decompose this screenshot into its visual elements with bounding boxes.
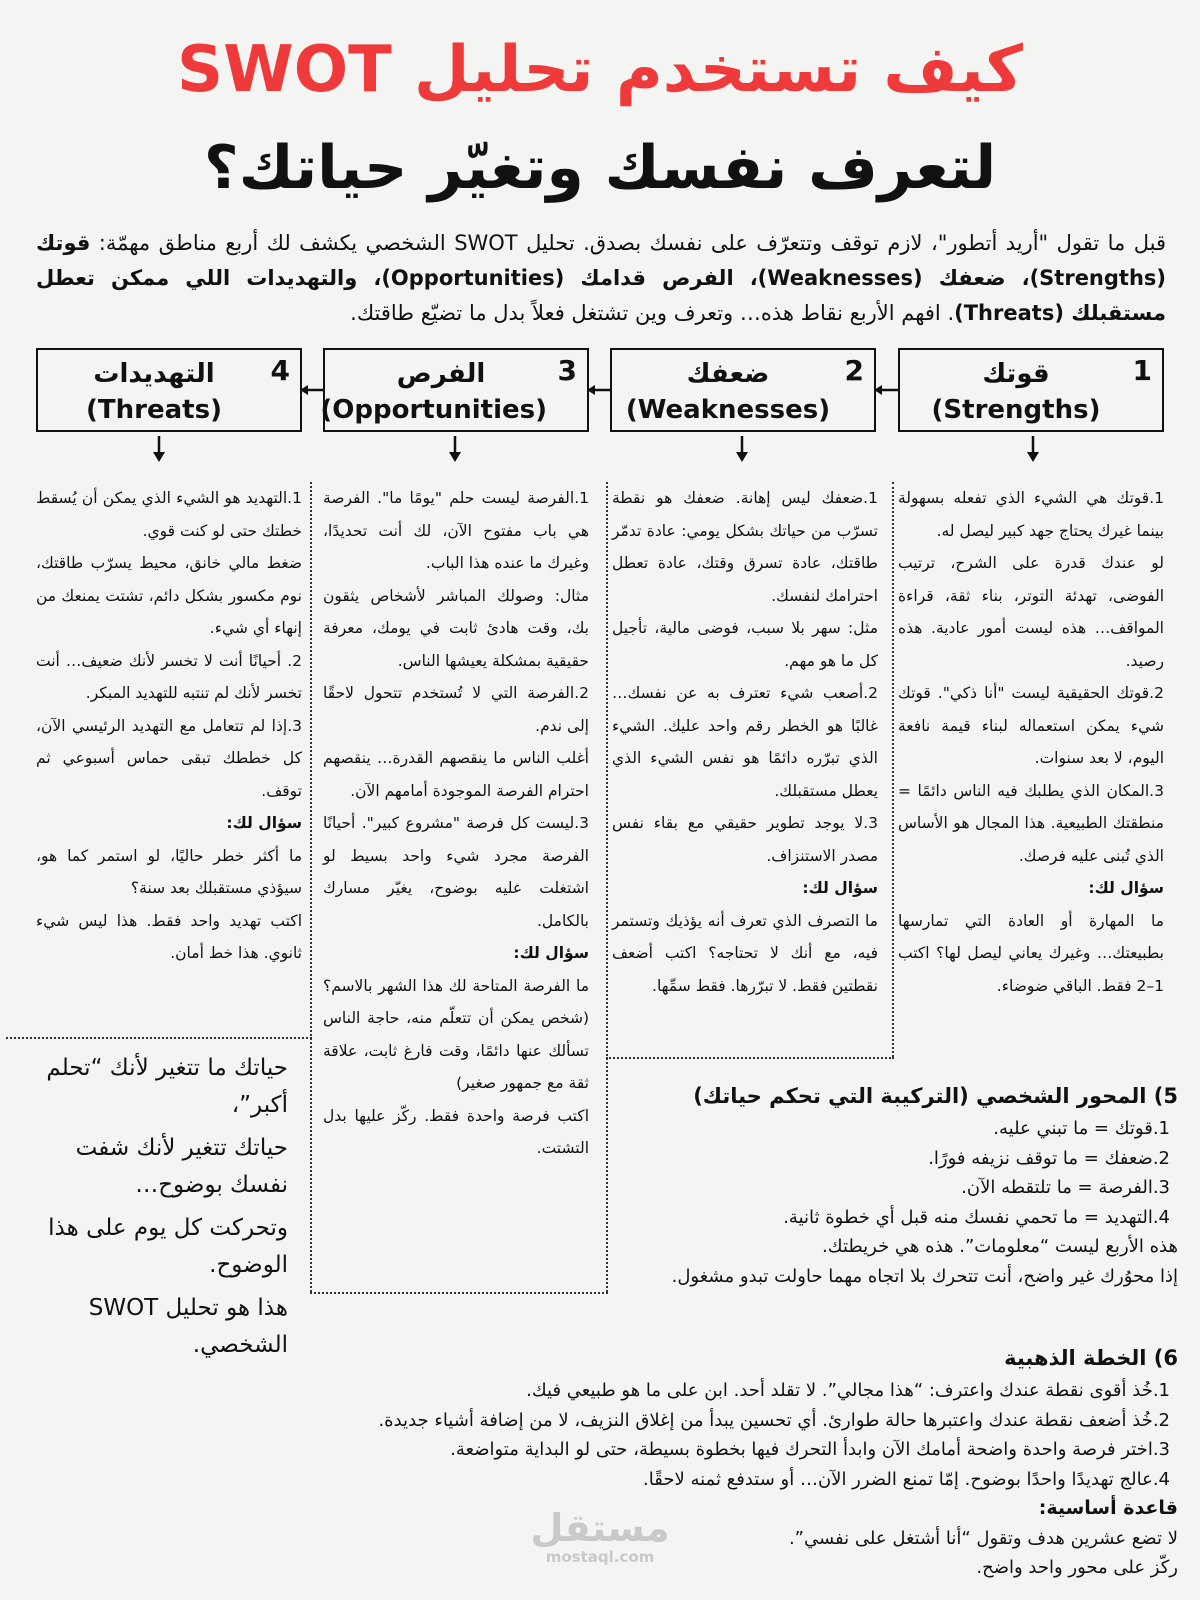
section-line: 2.خُذ أضعف نقطة عندك واعتبرها حالة طوارئ. أي تحسين يبدأ من إغلاق النزيف، لا من إضافة أشياء جديدة.: [378, 1409, 1170, 1431]
closing-quote: [26, 1050, 288, 1370]
divider: [310, 482, 312, 1292]
column-paragraph: اكتب تهديد واحد فقط. هذا ليس شيء ثانوي. هذا خط أمان.: [36, 911, 302, 962]
intro-bold: قوتك (Strengths)، ضعفك (Weaknesses)، الفرص قدامك (Opportunities)، والتهديدات اللي ممكن تعطل مستقبلك (Threats): [36, 231, 1167, 325]
section-line: إذا محوُرك غير واضح، أنت تتحرك بلا اتجاه مهما حاولت تبدو مشغول.: [671, 1265, 1178, 1287]
column-paragraph: 1.التهديد هو الشيء الذي يمكن أن يُسقط خطتك حتى لو كنت قوي.: [36, 489, 302, 540]
divider: [606, 482, 608, 1292]
column-paragraph: ما التصرف الذي تعرف أنه يؤذيك وتستمر فيه، مع أنك لا تحتاجه؟ اكتب أضعف نقطتين فقط. لا تبرّرها. فقط سمِّها.: [612, 911, 878, 995]
section-line: 4.التهديد = ما تحمي نفسك منه قبل أي خطوة ثانية.: [783, 1206, 1170, 1228]
page-title: كيف تستخدم تحليل SWOT: [177, 33, 1023, 107]
box-number: 4: [270, 354, 290, 387]
watermark-url: mostaql.com: [545, 1548, 655, 1566]
column-threats: [36, 482, 302, 970]
box-title: قوتك: [982, 359, 1050, 389]
arrow-down-icon: [447, 436, 463, 462]
box-subtitle: (Opportunities): [320, 395, 547, 425]
section-personal-axis: [633, 1080, 1178, 1291]
question-heading: سؤال لك:: [802, 879, 878, 897]
arrow-down-icon: [1025, 436, 1041, 462]
column-paragraph: اكتب فرصة واحدة فقط. ركّز عليها بدل التشتت.: [323, 1106, 589, 1157]
intro-text-2: . افهم الأربع نقاط هذه… وتعرف وين تشتغل فعلاً بدل ما تضيّع طاقتك.: [350, 301, 955, 325]
box-subtitle: (Weaknesses): [625, 395, 831, 425]
section-line: 2.ضعفك = ما توقف نزيفه فورًا.: [928, 1147, 1170, 1169]
quote-line: حياتك تتغير لأنك شفت نفسك بوضوح…: [75, 1135, 288, 1198]
box-number: 2: [844, 354, 864, 387]
column-paragraph: مثال: وصولك المباشر لأشخاص يثقون بك، وقت هادئ ثابت في يومك، معرفة حقيقية بمشكلة يعيشها الناس.: [323, 586, 589, 670]
column-paragraph: 2. أحيانًا أنت لا تخسر لأنك ضعيف… أنت تخسر لأنك لم تنتبه للتهديد المبكر.: [36, 651, 302, 702]
rule-line: لا تضع عشرين هدف وتقول “أنا أشتغل على نفسي”.: [788, 1527, 1178, 1549]
column-paragraph: ما الفرصة المتاحة لك هذا الشهر بالاسم؟ (شخص يمكن أن تتعلّم منه، حاجة الناس تسألك عنها دائمًا، وقت فارغ ثابت، علاقة ثقة مع جمهور صغير): [323, 976, 589, 1092]
box-strengths: [898, 348, 1164, 432]
section-line: 1.خُذ أقوى نقطة عندك واعترف: “هذا مجالي”. لا تقلد أحد. ابن على ما هو طبيعي فيك.: [526, 1380, 1170, 1401]
column-paragraph: 3.المكان الذي يطلبك فيه الناس دائمًا = منطقتك الطبيعية. هذا المجال هو الأساس الذي تُبنى عليه فرصك.: [898, 781, 1164, 865]
column-paragraph: 3.ليست كل فرصة "مشروع كبير". أحيانًا الفرصة مجرد شيء واحد بسيط لو اشتغلت عليه بوضوح، يغيّر مسارك بالكامل.: [323, 814, 589, 930]
page-subtitle: لتعرف نفسك وتغيّر حياتك؟: [203, 133, 997, 203]
column-weaknesses: [612, 482, 878, 1002]
box-weaknesses: [610, 348, 876, 432]
arrow-left-icon: [300, 384, 324, 396]
box-subtitle: (Threats): [86, 395, 222, 425]
column-paragraph: مثل: سهر بلا سبب، فوضى مالية، تأجيل كل ما هو مهم.: [612, 619, 878, 670]
column-paragraph: 1.الفرصة ليست حلم "يومًا ما". الفرصة هي باب مفتوح الآن، لك أنت تحديدًا، وغيرك ما عنده هذا الباب.: [323, 489, 589, 572]
box-title: ضعفك: [686, 359, 770, 389]
column-paragraph: 3.إذا لم تتعامل مع التهديد الرئيسي الآن، كل خططك تبقى حماس أسبوعي ثم توقف.: [36, 716, 302, 800]
section-line: هذه الأربع ليست “معلومات”. هذه هي خريطتك.: [822, 1236, 1178, 1257]
column-paragraph: 2.الفرصة التي لا تُستخدم تتحول لاحقًا إلى ندم.: [323, 684, 589, 735]
watermark-brand: مستقل: [530, 1506, 670, 1550]
arrow-left-icon: [587, 384, 611, 396]
section-line: 3.اختر فرصة واحدة واضحة أمامك الآن وابدأ التحرك فيها بخطوة بسيطة، حتى لو البداية متواضعة.: [450, 1439, 1170, 1460]
section-title: 6) الخطة الذهبية: [1004, 1346, 1178, 1370]
section-line: 3.الفرصة = ما تلتقطه الآن.: [961, 1177, 1170, 1198]
column-paragraph: ما أكثر خطر حاليًا، لو استمر كما هو، سيؤذي مستقبلك بعد سنة؟: [36, 846, 302, 897]
divider: [6, 1037, 312, 1039]
column-paragraph: لو عندك قدرة على الشرح، ترتيب الفوضى، تهدئة التوتر، بناء ثقة، قراءة المواقف… هذه ليست أمور عادية. هذه رصيد.: [898, 554, 1164, 670]
box-number: 1: [1132, 354, 1152, 387]
intro-paragraph: [36, 226, 1166, 331]
rule-line: ركّز على محور واحد واضح.: [976, 1557, 1178, 1578]
intro-text-1: قبل ما تقول "أريد أتطور"، لازم توقف وتتعرّف على نفسك بصدق. تحليل SWOT الشخصي يكشف لك أربع مناطق مهمّة:: [90, 231, 1166, 255]
quote-line: وتحركت كل يوم على هذا الوضوح.: [48, 1215, 288, 1278]
column-paragraph: 3.لا يوجد تطوير حقيقي مع بقاء نفس مصدر الاستنزاف.: [612, 814, 878, 865]
column-paragraph: أغلب الناس ما ينقصهم القدرة… ينقصهم احترام الفرصة الموجودة أمامهم الآن.: [323, 749, 589, 800]
section-title: 5) المحور الشخصي (التركيبة التي تحكم حياتك): [693, 1084, 1178, 1108]
column-paragraph: 1.قوتك هي الشيء الذي تفعله بسهولة بينما غيرك يحتاج جهد كبير ليصل له.: [898, 489, 1164, 540]
box-title: التهديدات: [93, 359, 215, 389]
box-number: 3: [557, 354, 577, 387]
watermark-logo: [520, 1508, 680, 1566]
box-opportunities: [320, 348, 589, 432]
question-heading: سؤال لك:: [1088, 879, 1164, 897]
question-heading: سؤال لك:: [226, 814, 302, 832]
arrow-left-icon: [874, 384, 898, 396]
section-line: 4.عالج تهديدًا واحدًا بوضوح. إمّا تمنع الضرر الآن… أو ستدفع ثمنه لاحقًا.: [643, 1468, 1170, 1490]
section-line: 1.قوتك = ما تبني عليه.: [993, 1118, 1170, 1139]
column-paragraph: 2.أصعب شيء تعترف به عن نفسك… غالبًا هو الخطر رقم واحد عليك. الشيء الذي تبرّره دائمًا هو نفس الشيء الذي يعطل مستقبلك.: [612, 684, 878, 800]
box-threats: [36, 348, 302, 432]
box-title: الفرص: [396, 359, 486, 389]
divider: [606, 1057, 894, 1059]
arrow-down-icon: [734, 436, 750, 462]
question-heading: سؤال لك:: [513, 944, 589, 962]
column-paragraph: 2.قوتك الحقيقية ليست "أنا ذكي". قوتك شيء يمكن استعماله لبناء قيمة نافعة اليوم، لا بعد سنوات.: [898, 684, 1164, 767]
column-paragraph: 1.ضعفك ليس إهانة. ضعفك هو نقطة تسرّب من حياتك بشكل يومي: عادة تدمّر طاقتك، عادة تسرق وقتك، عادة تعطل احترامك لنفسك.: [612, 489, 878, 605]
column-paragraph: ما المهارة أو العادة التي تمارسها بطبيعتك… وغيرك يعاني ليصل لها؟ اكتب 1–2 فقط. الباقي ضوضاء.: [898, 911, 1164, 995]
divider: [892, 482, 894, 1057]
quote-line: حياتك ما تتغير لأنك “تحلم أكبر”،: [46, 1055, 288, 1118]
box-subtitle: (Strengths): [931, 395, 1101, 425]
rule-heading: قاعدة أساسية:: [1038, 1497, 1178, 1519]
column-strengths: [898, 482, 1164, 1002]
divider: [310, 1292, 608, 1294]
arrow-down-icon: [151, 436, 167, 462]
column-opportunities: [323, 482, 589, 1165]
quote-line: هذا هو تحليل SWOT الشخصي.: [88, 1295, 288, 1358]
column-paragraph: ضغط مالي خانق، محيط يسرّب طاقتك، نوم مكسور بشكل دائم، تشتت يمنعك من إنهاء أي شيء.: [36, 554, 302, 637]
